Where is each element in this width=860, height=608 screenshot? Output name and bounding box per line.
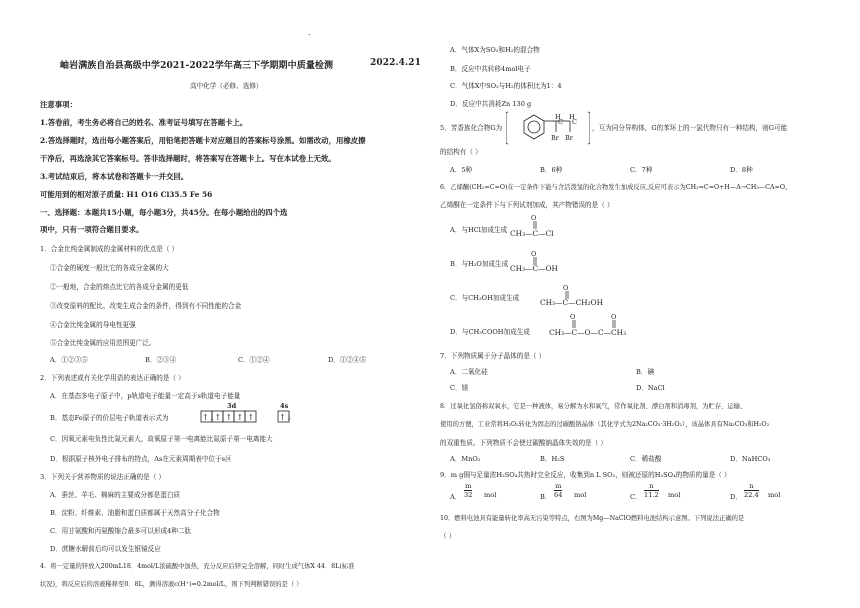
svg-text:C: C (558, 118, 563, 126)
q2-option-a: A．在基态多电子原子中，p轨道电子能量一定高于s轨道电子能量 (50, 392, 241, 400)
orbital-label-4s: 4s (280, 402, 289, 410)
svg-text:H: H (555, 113, 561, 121)
q9-c-numerator: n (644, 482, 659, 491)
q4-line-1: 4．将一定量的锌放入200mL18．4mol/L浓硫酸中加热，充分反应后锌完全溶解，同时生成气体X 44．8L(标准 (40, 563, 355, 570)
svg-text:↑: ↑ (236, 413, 244, 422)
q3-option-b: B．淀粉、纤维素、油脂和蛋白质都属于天然高分子化合物 (50, 509, 220, 517)
q2-stem: 2．下列表述或有关化学用语的表达正确的是（ ） (40, 374, 185, 382)
q9-option-d-unit: mol (768, 491, 781, 499)
q6-d-double-bonds (572, 320, 616, 328)
q9-option-b-fraction (554, 482, 562, 499)
page-dot: . (308, 28, 311, 37)
q1-option-d: D．①②④⑤ (328, 356, 367, 364)
q2-option-b: B．基态Fe原子的价层电子轨道表示式为 (50, 414, 169, 422)
q6-c-structure: CH₃—C—CH₂OH (540, 298, 604, 307)
q9-c-denominator: 11.2 (644, 491, 659, 499)
q8-option-c: C．稀盐酸 (630, 455, 662, 463)
q7-option-d: D．NaCl (636, 384, 665, 392)
q1-item-5: ⑤合金比纯金属的应用范围更广泛。 (50, 339, 156, 347)
q6-option-d: D．与CH₃COOH加成生成 (450, 328, 530, 336)
exam-title: 岫岩满族自治县高级中学2021-2022学年高三下学期期中质量检测 (60, 61, 334, 71)
q9-stem: 9．m g铜与足量浓H₂SO₄共热时完全反应，收集到n L SO₂，则被还原的H₂SO₄的物质的量是（ ） (440, 471, 731, 479)
q6-c-oxygen: O (563, 284, 569, 292)
q1-item-3: ③改变原料的配比、改变生成合金的条件，得到有不同性能的合金 (50, 302, 242, 310)
q9-option-b-unit: mol (574, 491, 587, 499)
svg-text:↑: ↑ (247, 413, 255, 422)
q4-option-b: B．反应中共转移4mol电子 (450, 65, 531, 73)
q10-line-2: （ ） (440, 532, 456, 540)
q5-br-1: Br (551, 134, 559, 142)
q5-structure (506, 110, 590, 146)
q1-item-1: ①合金的硬度一般比它的各成分金属的大 (50, 264, 169, 272)
q9-option-c-label: C． (630, 493, 642, 501)
q8-line-1: 8．过氧化氢俗称双氧水，它是一种液体，易分解为水和氧气，常作氧化剂、漂白剂和消毒剂，为贮存、运输、 (440, 403, 747, 410)
section-heading-cont: 项中，只有一项符合题目要求。 (40, 225, 144, 234)
orbital-label-3d: 3d (227, 402, 237, 410)
q7-option-c: C．镁 (450, 384, 469, 392)
q1-option-c: C．①②④ (238, 356, 270, 364)
q6-b-oxygen: O (531, 250, 537, 258)
q7-option-a: A．二氧化硅 (450, 368, 488, 376)
q5-option-d: D．8种 (730, 166, 753, 174)
notes-heading: 注意事项： (40, 100, 77, 109)
q5-option-c: C．7种 (630, 166, 653, 174)
exam-subtitle: 高中化学（必修、选修） (190, 82, 263, 90)
q7-option-b: B．碘 (636, 368, 655, 376)
q10-line-1: 10．燃料电池具有能量转化率高无污染等特点，右图为Mg—NaClO燃料电池结构示意图。下列说法正确的是 (440, 515, 745, 522)
q8-line-2: 使用的方便，工业常将H₂O₂转化为固态的过碳酸钠晶体（其化学式为2Na₂CO₃·3H₂O₂），该晶体具有Na₂CO₃和H₂O₂ (440, 421, 770, 428)
q5-option-a: A．5种 (450, 166, 473, 174)
q3-option-c: C．用甘氨酸和丙氨酸缩合最多可以形成4种二肽 (50, 527, 192, 535)
q9-d-denominator: 22.4 (744, 491, 759, 499)
q9-d-numerator: n (744, 482, 759, 491)
q4-option-a: A．气体X为SO₂和H₂的混合物 (450, 46, 540, 54)
q3-option-a: A．蚕丝、羊毛、棉麻的主要成分都是蛋白质 (50, 491, 181, 499)
q4-option-d: D．反应中共消耗Zn 130 g (450, 100, 532, 108)
q9-b-numerator: m (555, 482, 562, 490)
q1-stem: 1．合金比纯金属制成的金属材料的优点是（ ） (40, 245, 179, 253)
q6-b-structure: CH₃—C—OH (510, 264, 559, 273)
q6-a-structure: CH₃—C—Cl (510, 229, 554, 238)
q5-stem-pre: 5．芳香族化合物G为 (440, 124, 503, 132)
q9-option-d-label: D． (730, 493, 742, 501)
note-2-cont: 干净后，再选涂其它答案标号。答非选择题时，将答案写在答题卡上。写在本试卷上无效。 (40, 154, 336, 163)
q9-option-a-fraction (464, 482, 472, 499)
q9-a-denominator: 32 (464, 491, 473, 499)
q6-line-1: 6．乙烯酮(CH₂=C=O)在一定条件下能与含活泼氢的化合物发生加成反应,反应可表示为CH₂=C=O+H—A→CH₃—CA=O。 (440, 184, 792, 191)
q6-a-oxygen: O (531, 214, 537, 222)
svg-text:↑: ↑ (214, 413, 222, 422)
q9-option-c-fraction (644, 482, 659, 499)
q5-option-b: B．6种 (540, 166, 563, 174)
q2-option-d: D．根据原子核外电子排布的特点，As在元素周期表中位于s区 (50, 455, 232, 463)
fe-orbital-diagram (200, 410, 300, 424)
q6-d-structure: CH₃—C—O—C—CH₃ (549, 328, 627, 337)
svg-text:C: C (572, 118, 577, 126)
q1-item-2: ②一般地，合金的熔点比它的各成分金属的更低 (50, 283, 189, 291)
q6-d-oxygen-1: O (570, 313, 576, 321)
q6-option-b: B．与H₂O加成生成 (450, 260, 509, 268)
q1-option-a: A．①②③⑤ (50, 356, 88, 364)
q6-line-2: 乙烯酮在一定条件下与下列试剂加成，其产物错误的是（ ） (440, 201, 614, 209)
q8-line-3: 的双重性质。下列物质不会使过碳酸钠晶体失效的是（ ） (440, 439, 607, 447)
svg-text:↑↓: ↑↓ (279, 413, 293, 422)
exam-date: 2022.4.21 (370, 58, 422, 68)
q6-option-c: C．与CH₃OH加成生成 (450, 294, 520, 302)
q5-stem-post: ，互为同分异构体，G的苯环上的一氯代物只有一种结构，则G可能 (592, 124, 788, 132)
q8-option-d: D．NaHCO₃ (730, 455, 771, 463)
q9-option-c-unit: mol (668, 491, 681, 499)
note-2: 2.答选择题时，选出每小题答案后，用铅笔把答题卡对应题目的答案标号涂黑。如需改动，用橡皮擦 (40, 136, 366, 145)
q9-option-a-unit: mol (484, 491, 497, 499)
svg-text:H: H (569, 113, 575, 121)
q4-line-2: 状况)，将反应后的溶液稀释至0．8L，测得溶液c(H⁺)=0.2mol/L，则下列判断错误的是（ ） (40, 581, 303, 588)
q6-d-oxygen-2: O (611, 313, 617, 321)
svg-text:↑: ↑ (225, 413, 233, 422)
svg-text:↑↓: ↑↓ (202, 413, 216, 422)
q8-option-a: A．MnO₂ (450, 455, 481, 463)
q3-option-d: D．蔗糖水解前后均可以发生银镜反应 (50, 545, 161, 553)
q4-option-c: C．气体X中SO₂与H₂的体积比为1：4 (450, 82, 562, 90)
q1-item-4: ④合金比纯金属的导电性更强 (50, 321, 136, 329)
q9-option-d-fraction (744, 482, 759, 499)
q6-a-double-bond (533, 221, 537, 229)
q9-option-b-label: B． (540, 493, 552, 501)
section-heading: 一、选择题：本题共15小题，每小题3分，共45分。在每小题给出的四个选 (40, 208, 288, 217)
q2-option-c: C．因氧元素电负性比氮元素大，故氧原子第一电离能比氮原子第一电离能大 (50, 435, 273, 443)
note-3: 3.考试结束后，将本试卷和答题卡一并交回。 (40, 172, 189, 181)
q9-a-numerator: m (465, 482, 472, 490)
atomic-mass: 可能用到的相对原子质量: H1 O16 Cl35.5 Fe 56 (40, 190, 213, 199)
q7-stem: 7．下列物质属于分子晶体的是（ ） (440, 352, 546, 360)
q5-stem-line-2: 的结构有（ ） (440, 148, 482, 156)
note-1: 1.答卷前，考生务必将自己的姓名、准考证号填写在答题卡上。 (40, 118, 248, 127)
q9-b-denominator: 64 (554, 491, 563, 499)
q3-stem: 3．下列关于营养物质的说法正确的是（ ） (40, 473, 165, 481)
q1-option-b: B．②③④ (145, 356, 177, 364)
q5-br-2: Br (565, 134, 573, 142)
q8-option-b: B．H₂S (540, 455, 565, 463)
q9-option-a-label: A． (450, 493, 462, 501)
q6-option-a: A．与HCl加成生成 (450, 226, 508, 234)
